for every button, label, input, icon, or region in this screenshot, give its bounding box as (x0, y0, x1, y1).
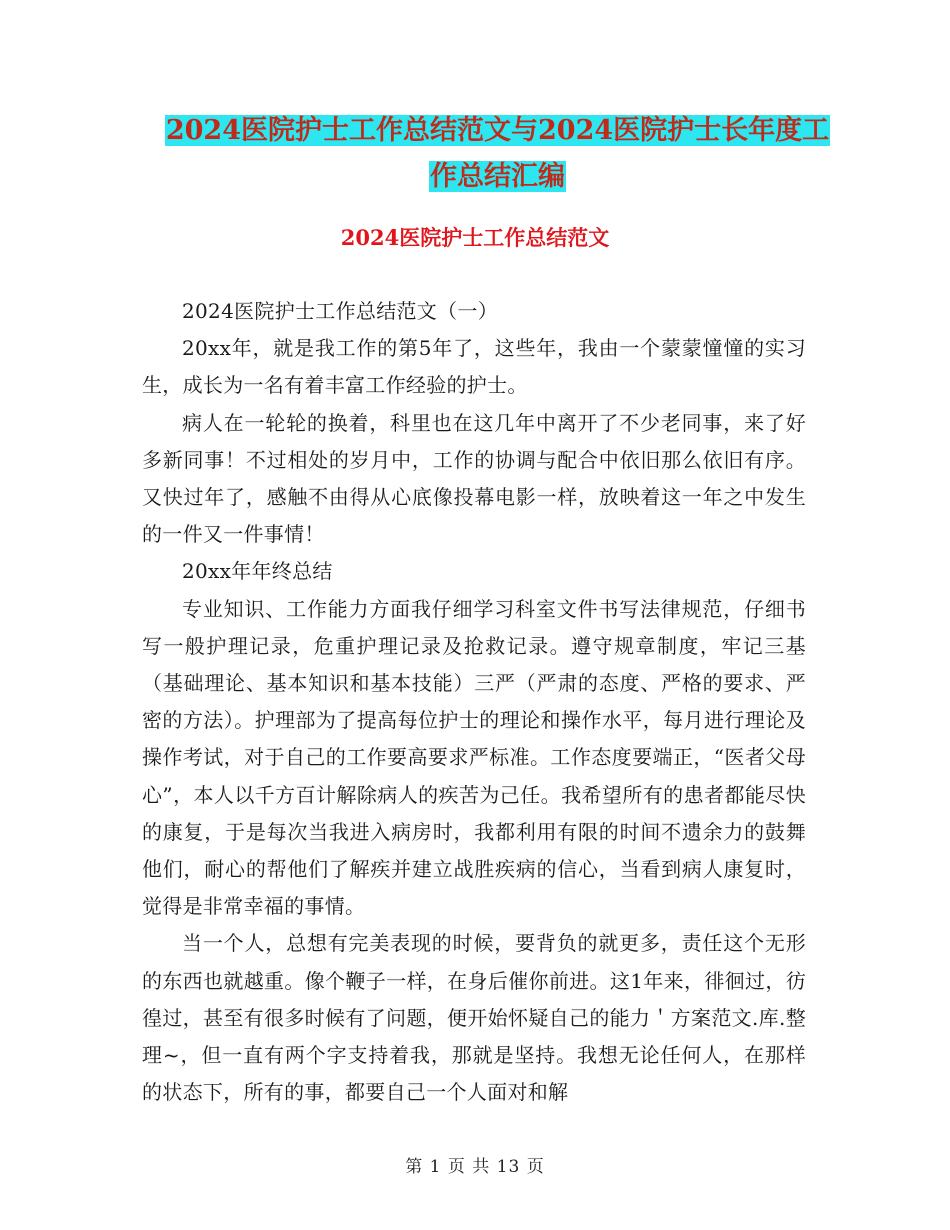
document-body (142, 293, 806, 1111)
main-title-line1: 2024医院护士工作总结范文与2024医院护士长年度工 (165, 115, 830, 146)
main-title (140, 108, 855, 200)
paragraph: 病人在一轮轮的换着，科里也在这几年中离开了不少老同事，来了好多新同事！不过相处的岁月中，工作的协调与配合中依旧那么依旧有序。又快过年了，感触不由得从心底像投幕电影一样，放映着这一年之中发生的一件又一件事情！ (142, 410, 806, 547)
paragraph-subtitle: 2024医院护士工作总结范文（一） (182, 299, 498, 323)
paragraph: 20xx年，就是我工作的第5年了，这些年，我由一个蒙蒙憧憧的实习生，成长为一名有着丰富工作经验的护士。 (142, 336, 806, 398)
page-footer: 第 1 页 共 13 页 (405, 1157, 545, 1177)
main-title-line2: 作总结汇编 (430, 161, 565, 192)
paragraph-heading: 20xx年年终总结 (182, 559, 333, 584)
section-title: 2024医院护士工作总结范文 (340, 225, 610, 250)
paragraph: 当一个人，总想有完美表现的时候，要背负的就更多，责任这个无形的东西也就越重。像个鞭子一样，在身后催你前进。这1年来，徘徊过，彷徨过，甚至有很多时候有了问题，便开始怀疑自己的能力＇方案范文.库.整理~，但一直有两个字支持着我，那就是坚持。我想无论任何人，在那样的状态下，所有的事，都要自己一个人面对和解 (142, 931, 806, 1105)
paragraph: 专业知识、工作能力方面我仔细学习科室文件书写法律规范，仔细书写一般护理记录，危重护理记录及抢救记录。遵守规章制度，牢记三基（基础理论、基本知识和基本技能）三严（严肃的态度、严格的要求、严密的方法）。护理部为了提高每位护士的理论和操作水平，每月进行理论及操作考试，对于自己的工作要高要求严标准。工作态度要端正，“医者父母心”，本人以千方百计解除病人的疾苦为己任。我希望所有的患者都能尽快的康复，于是每次当我进入病房时，我都利用有限的时间不遗余力的鼓舞他们，耐心的帮他们了解疾并建立战胜疾病的信心，当看到病人康复时，觉得是非常幸福的事情。 (142, 596, 806, 919)
